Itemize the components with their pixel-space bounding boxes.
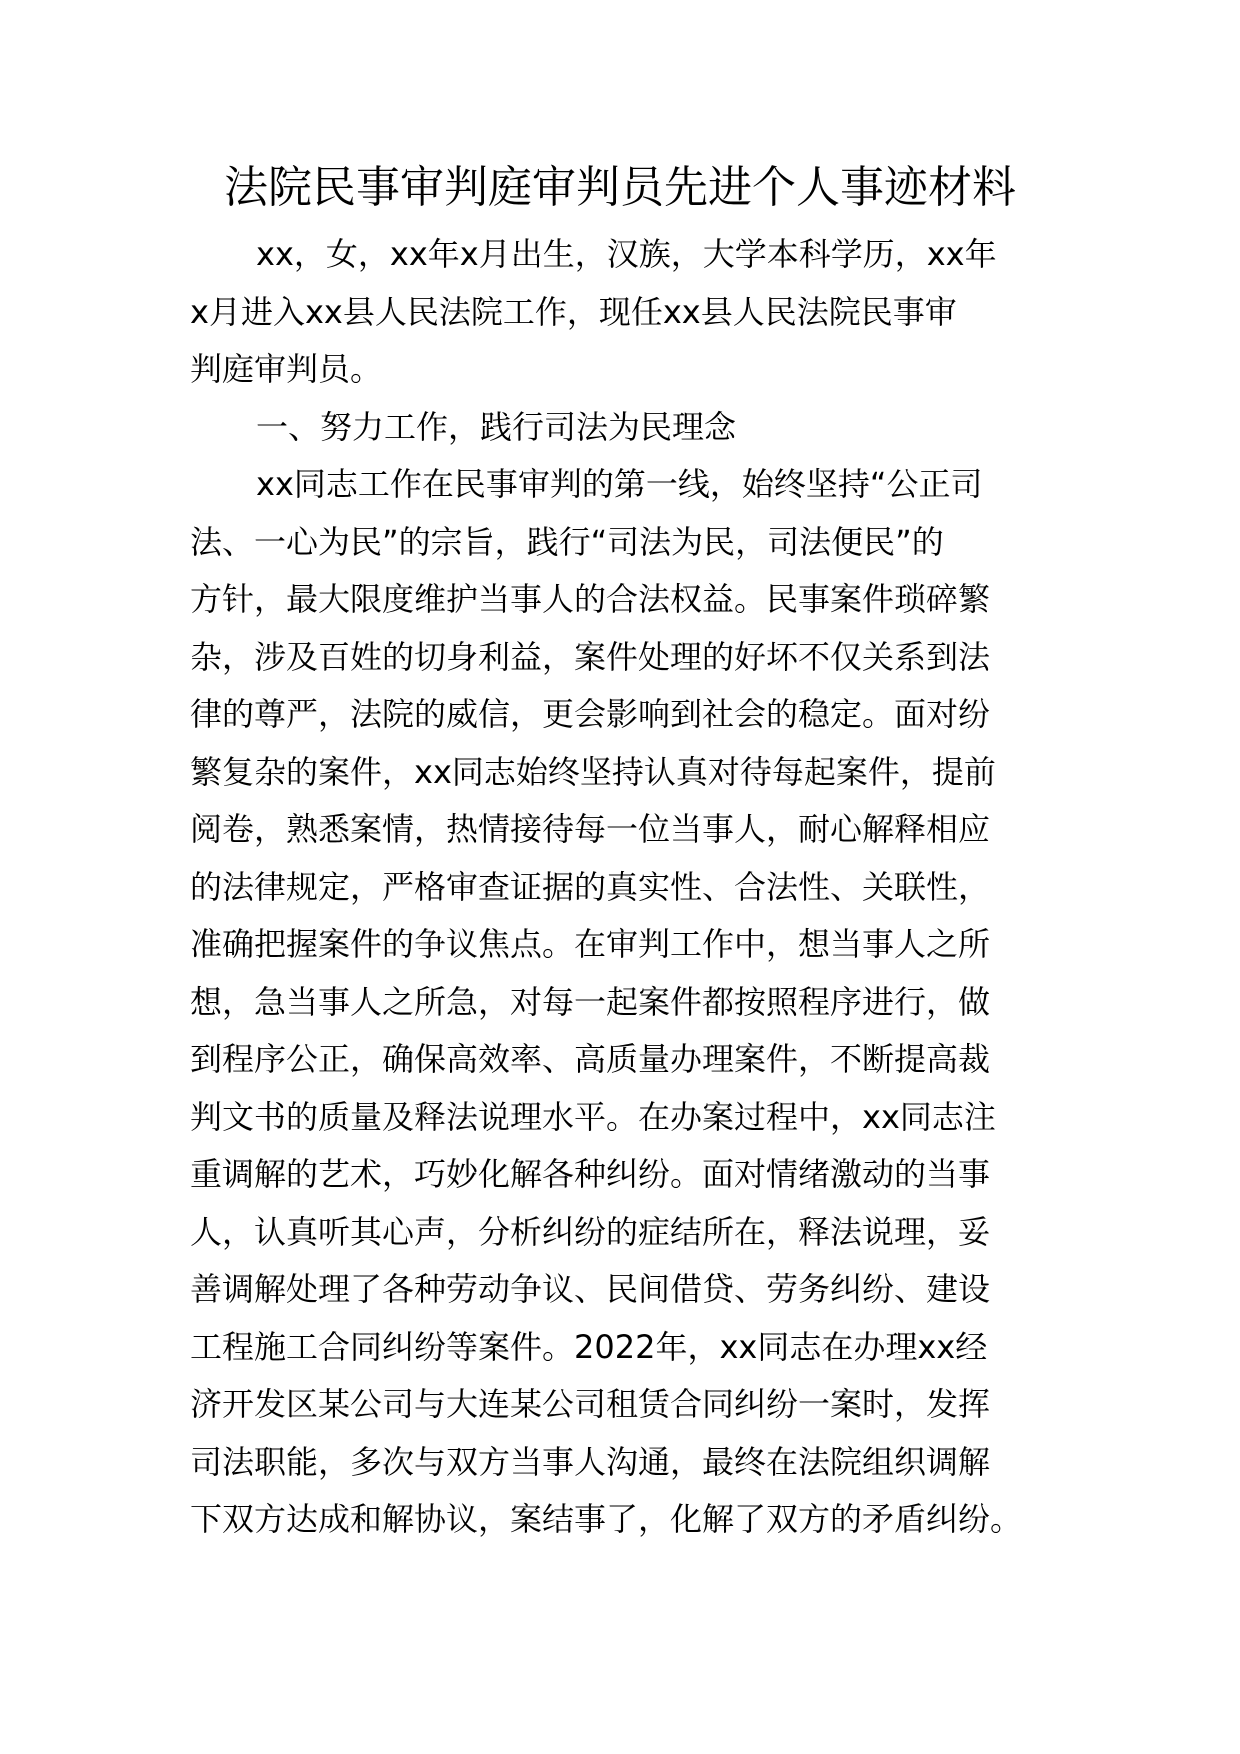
- body-line: 繁复杂的案件，xx同志始终坚持认真对待每起案件，提前: [190, 753, 996, 791]
- body-line: 杂，涉及百姓的切身利益，案件处理的好坏不仅关系到法: [190, 638, 991, 676]
- body-line: 司法职能，多次与双方当事人沟通，最终在法院组织调解: [190, 1443, 991, 1481]
- body-line: 下双方达成和解协议，案结事了，化解了双方的矛盾纠纷。: [190, 1500, 1023, 1538]
- document-title: 法院民事审判庭审判员先进个人事迹材料: [224, 162, 1016, 213]
- body-line: 律的尊严，法院的威信，更会影响到社会的稳定。面对纷: [190, 695, 991, 733]
- body-line: 济开发区某公司与大连某公司租赁合同纠纷一案时，发挥: [190, 1385, 991, 1423]
- body-line: 工程施工合同纠纷等案件。2022年，xx同志在办理xx经: [190, 1328, 988, 1366]
- body-line: 到程序公正，确保高效率、高质量办理案件，不断提高裁: [190, 1040, 991, 1078]
- body-line: xx同志工作在民事审判的第一线，始终坚持“公正司: [256, 465, 983, 503]
- body-line: 判庭审判员。: [190, 350, 383, 388]
- body-line: xx，女，xx年x月出生，汉族，大学本科学历，xx年: [256, 235, 997, 273]
- body-line: x月进入xx县人民法院工作，现任xx县人民法院民事审: [190, 293, 957, 331]
- body-line: 想，急当事人之所急，对每一起案件都按照程序进行，做: [190, 983, 991, 1021]
- body-line: 的法律规定，严格审查证据的真实性、合法性、关联性，: [190, 868, 991, 906]
- body-line: 方针，最大限度维护当事人的合法权益。民事案件琐碎繁: [190, 580, 991, 618]
- body-line: 阅卷，熟悉案情，热情接待每一位当事人，耐心解释相应: [190, 810, 991, 848]
- body-line: 重调解的艺术，巧妙化解各种纠纷。面对情绪激动的当事: [190, 1155, 991, 1193]
- body-line: 法、一心为民”的宗旨，践行“司法为民，司法便民”的: [190, 523, 944, 561]
- body-line: 准确把握案件的争议焦点。在审判工作中，想当事人之所: [190, 925, 991, 963]
- body-line: 善调解处理了各种劳动争议、民间借贷、劳务纠纷、建设: [190, 1270, 991, 1308]
- section-heading: 一、努力工作，践行司法为民理念: [256, 408, 737, 446]
- body-line: 人，认真听其心声，分析纠纷的症结所在，释法说理，妥: [190, 1213, 991, 1251]
- body-line: 判文书的质量及释法说理水平。在办案过程中，xx同志注: [190, 1098, 996, 1136]
